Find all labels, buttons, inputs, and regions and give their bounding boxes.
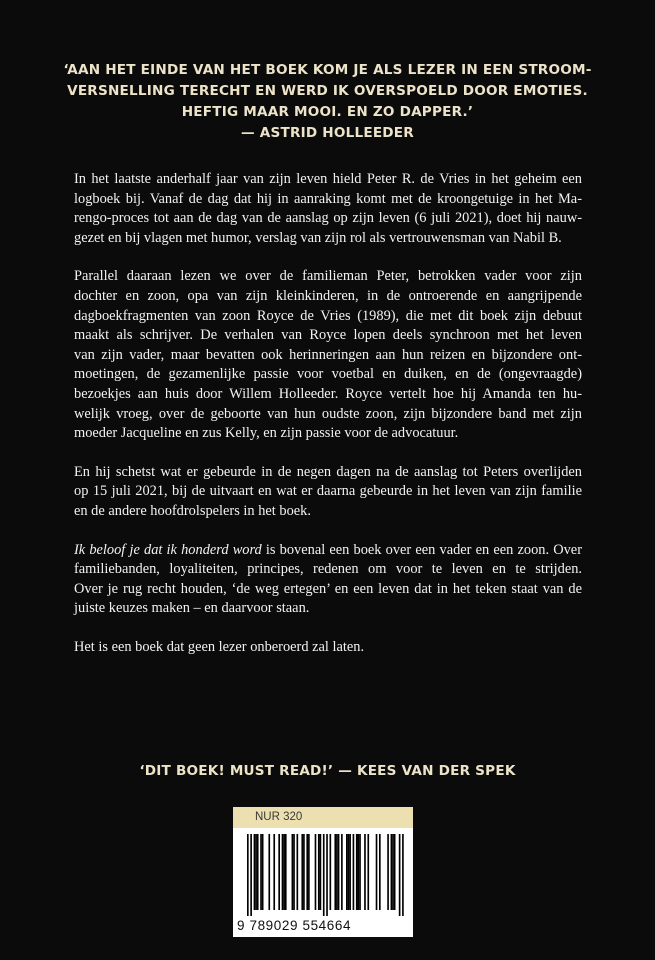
barcode-bar bbox=[254, 834, 256, 910]
barcode-bar bbox=[394, 834, 396, 910]
book-title: Ik beloof je dat ik honderd word bbox=[74, 541, 262, 558]
barcode-bar bbox=[283, 834, 285, 910]
quote-attribution: — ASTRID HOLLEEDER bbox=[241, 125, 414, 141]
barcode-bar bbox=[376, 834, 378, 910]
text-line: dagboekfragmenten van zoon Royce de Vries (1989), die met dit boek zijn debuut bbox=[74, 307, 582, 324]
barcode-bar bbox=[320, 834, 322, 910]
barcode-bar bbox=[318, 834, 320, 910]
barcode-bar bbox=[262, 834, 264, 910]
barcode-bar bbox=[359, 834, 361, 910]
barcode-bar bbox=[315, 834, 317, 910]
barcode-bar bbox=[387, 834, 389, 910]
text-line: In het laatste anderhalf jaar van zijn leven hield Peter R. de Vries in het geheim een bbox=[74, 171, 582, 187]
barcode-bar bbox=[402, 834, 404, 916]
text-fragment: is bovenal een boek over een vader en een zoon. Over bbox=[261, 541, 582, 558]
text-line: moetingen, de gezamenlijke passie voor voetbal en duiken, en de (ongevraagde) bbox=[74, 366, 582, 383]
text-line: bezoekjes aan huis door Willem Holleeder. Royce vertelt hoe hij Amanda ten hu- bbox=[74, 385, 582, 402]
barcode-bar bbox=[349, 834, 351, 910]
barcode-bar bbox=[341, 834, 343, 910]
barcode-bar bbox=[392, 834, 394, 910]
text-line: juiste keuzes maken – en daarvoor staan. bbox=[74, 600, 310, 617]
nur-label: NUR 320 bbox=[233, 807, 413, 828]
barcode-bar bbox=[379, 834, 381, 910]
quote-line: HEFTIG MAAR MOOI. EN ZO DAPPER.’ bbox=[181, 104, 474, 120]
text-line: rengo-proces tot aan de dag van de aanslag op zijn leven (6 juli 2021), doet hij nauw- bbox=[74, 210, 582, 227]
barcode-bar bbox=[348, 834, 350, 910]
barcode-bar bbox=[356, 834, 358, 910]
isbn-number: 9 789029 554664 bbox=[237, 918, 352, 933]
text-line bbox=[74, 541, 582, 561]
text-line: en de andere hoofdrolspelers in het boek. bbox=[74, 502, 311, 519]
text-line: Parallel daaraan lezen we over de familieman Peter, betrokken vader voor zijn bbox=[74, 268, 582, 285]
barcode-bar bbox=[330, 834, 332, 910]
barcode-bar bbox=[285, 834, 287, 910]
barcode-bar bbox=[399, 834, 401, 916]
text-line: Over je rug recht houden, ‘de weg ertegen’ en een leven dat in het teken staat van de bbox=[74, 580, 582, 597]
paragraph-5 bbox=[74, 638, 582, 658]
text-line: op 15 juli 2021, bij de uitvaart en wat er daarna gebeurde in het leven van zijn familie bbox=[74, 483, 582, 500]
barcode-bar bbox=[334, 834, 336, 910]
text-line: familiebanden, loyaliteiten, principes, redenen om voor te leven en te strijden. bbox=[74, 561, 582, 578]
text-line: Het is een boek dat geen lezer onberoerd zal laten. bbox=[74, 638, 365, 655]
barcode-bar bbox=[358, 834, 360, 910]
barcode-bar bbox=[336, 834, 338, 910]
barcode-bar bbox=[391, 834, 393, 910]
barcode-bar bbox=[273, 834, 275, 910]
barcode-bar bbox=[297, 834, 299, 910]
barcode-bar bbox=[323, 834, 325, 916]
barcode-bar bbox=[260, 834, 262, 910]
barcode-bar bbox=[255, 834, 257, 910]
barcode-bar bbox=[247, 834, 249, 916]
text-line: moeder Jacqueline en zus Kelly, en zijn passie voor de advocatuur. bbox=[74, 425, 459, 442]
text-line: dochter en zoon, opa van zijn kleinkinderen, in de ontroerende en aangrijpende bbox=[74, 287, 582, 304]
text-line: En hij schetst wat er gebeurde in de negen dagen na de aanslag tot Peters overlijden bbox=[74, 463, 582, 480]
text-line: maakt als schrijver. De verhalen van Royce lopen deels synchroon met het leven bbox=[74, 327, 582, 344]
text-line: gezet en bij vlagen met humor, verslag van zijn rol als vertrouwensman van Nabil B. bbox=[74, 229, 562, 246]
paragraph-2 bbox=[74, 267, 582, 443]
endorsement-quote-top bbox=[60, 60, 595, 144]
barcode-bar bbox=[257, 834, 259, 910]
barcode-bar bbox=[301, 834, 303, 910]
quote-line: ‘AAN HET EINDE VAN HET BOEK KOM JE ALS LEZER IN EEN STROOM- bbox=[63, 62, 592, 78]
endorsement-quote-bottom: ‘DIT BOEK! MUST READ!’ — KEES VAN DER SPEK bbox=[139, 763, 516, 779]
barcode-bar bbox=[346, 834, 348, 910]
paragraph-1 bbox=[74, 170, 582, 248]
barcode-bar bbox=[292, 834, 294, 910]
barcode-bar bbox=[364, 834, 366, 910]
barcode-bar bbox=[367, 834, 369, 910]
barcode-bar bbox=[278, 834, 280, 910]
barcode-bar bbox=[353, 834, 355, 910]
barcode-panel bbox=[233, 807, 413, 937]
barcode-bar bbox=[250, 834, 252, 916]
barcode-bar bbox=[303, 834, 305, 910]
barcode-bar bbox=[338, 834, 340, 910]
barcode-bar bbox=[326, 834, 328, 916]
quote-line: VERSNELLING TERECHT EN WERD IK OVERSPOELD DOOR EMOTIES. bbox=[67, 83, 588, 99]
barcode-bar bbox=[306, 834, 308, 910]
barcode-bar bbox=[282, 834, 284, 910]
paragraph-3 bbox=[74, 463, 582, 522]
blurb-body bbox=[74, 170, 582, 676]
barcode-bar bbox=[308, 834, 310, 910]
barcode-bar bbox=[293, 834, 295, 910]
text-line: van zijn vader, maar bevatten ook herinneringen aan hun reizen en bijzondere ont- bbox=[74, 346, 582, 363]
barcode-icon bbox=[237, 834, 409, 916]
paragraph-4 bbox=[74, 541, 582, 619]
text-line: welijk vroeg, over de geboorte van hun oudste zoon, zijn bijzondere band met zijn bbox=[74, 405, 582, 422]
barcode-bar bbox=[268, 834, 270, 910]
text-line: logboek bij. Vanaf de dag dat hij in aanraking komt met de kroongetuige in het Ma- bbox=[74, 190, 582, 207]
